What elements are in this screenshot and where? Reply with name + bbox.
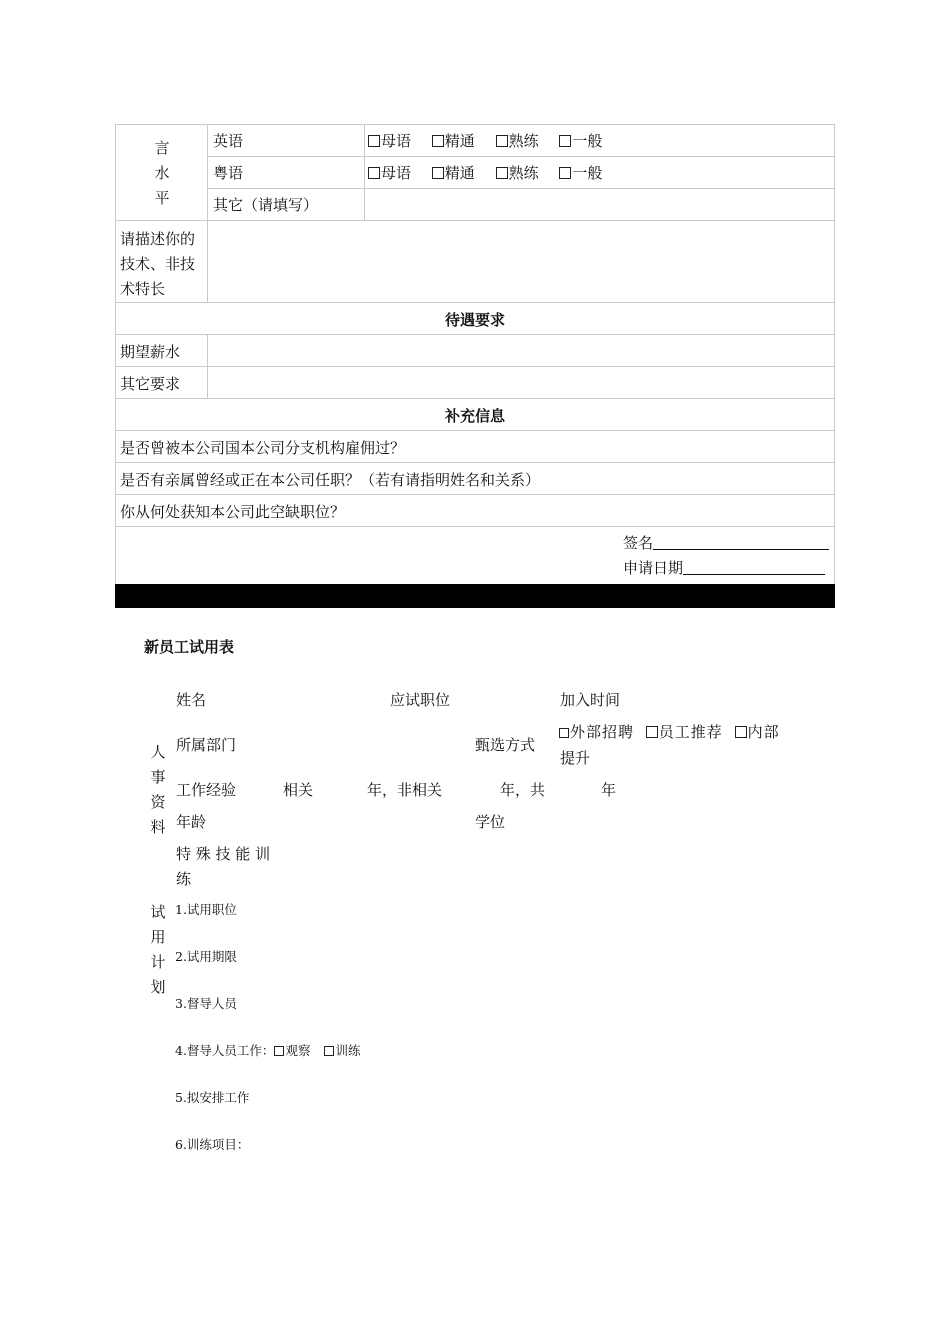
checkbox-proficient[interactable] — [432, 135, 444, 147]
expected-salary-field[interactable] — [209, 336, 832, 364]
plan-item: 2.试用期限 — [175, 949, 237, 964]
supplement-question-1: 是否曾被本公司国本公司分支机构雇佣过？ — [120, 439, 406, 457]
language-other-field[interactable] — [366, 190, 832, 218]
side-char: 事 — [150, 768, 166, 786]
other-requirements-field[interactable] — [209, 368, 832, 396]
side-char: 料 — [150, 818, 166, 836]
side-char: 人 — [150, 743, 166, 761]
expected-salary-label: 期望薪水 — [120, 343, 181, 361]
position-label: 应试职位 — [390, 691, 451, 709]
language-cantonese-options — [368, 163, 602, 183]
option-native: 母语 — [381, 132, 412, 150]
side-char: 试 — [150, 903, 166, 921]
work-experience-label: 工作经验 — [176, 781, 237, 799]
option-basic: 一般 — [572, 164, 603, 182]
application-date-line — [623, 558, 825, 578]
option-fluent: 熟练 — [508, 132, 539, 150]
skills-label-line: 请描述你的 — [120, 230, 196, 248]
plan-item: 5.拟安排工作 — [175, 1090, 250, 1105]
hr-info-side-label — [148, 740, 168, 840]
side-char: 平 — [154, 189, 170, 207]
option-internal-promotion: 内部 — [747, 723, 780, 741]
checkbox-train[interactable] — [324, 1046, 334, 1056]
skills-label — [120, 227, 195, 302]
plan-item: 1.试用职位 — [175, 902, 237, 917]
language-side-label — [152, 136, 172, 211]
option-proficient: 精通 — [444, 132, 475, 150]
application-date-blank[interactable] — [683, 560, 825, 575]
checkbox-fluent[interactable] — [496, 167, 508, 179]
plan-item-supervisor-work — [175, 1041, 360, 1061]
checkbox-internal-promotion[interactable] — [735, 726, 747, 738]
option-fluent: 熟练 — [508, 164, 539, 182]
department-label: 所属部门 — [176, 736, 237, 754]
black-divider-bar — [115, 584, 835, 608]
skills-field[interactable] — [209, 222, 832, 300]
checkbox-observe[interactable] — [274, 1046, 284, 1056]
special-skills-label-line2: 练 — [176, 870, 192, 888]
treatment-section-title: 待遇要求 — [444, 311, 505, 329]
option-train: 训练 — [335, 1043, 361, 1058]
total-label: 年，共 — [500, 781, 546, 799]
other-requirements-label: 其它要求 — [120, 375, 181, 393]
signature-blank[interactable] — [653, 535, 829, 550]
join-time-label: 加入时间 — [560, 691, 621, 709]
selection-method-label: 甄选方式 — [475, 736, 536, 754]
side-char: 言 — [154, 139, 170, 157]
side-char: 水 — [154, 164, 170, 182]
option-native: 母语 — [381, 164, 412, 182]
option-proficient: 精通 — [444, 164, 475, 182]
degree-label: 学位 — [475, 813, 506, 831]
application-date-label: 申请日期 — [623, 559, 684, 577]
checkbox-employee-referral[interactable] — [646, 726, 658, 738]
skills-label-line: 技术、非技 — [120, 255, 196, 273]
age-label: 年龄 — [176, 813, 207, 831]
checkbox-external-recruitment[interactable] — [559, 728, 569, 738]
special-skills-label-line1: 特 殊 技 能 训 — [176, 845, 271, 863]
language-english-label: 英语 — [213, 132, 244, 150]
signature-label: 签名 — [623, 534, 654, 552]
signature-line — [623, 533, 829, 553]
language-other-label: 其它（请填写） — [213, 196, 319, 214]
supplement-question-3: 你从何处获知本公司此空缺职位？ — [120, 503, 346, 521]
option-employee-referral: 员工推荐 — [658, 723, 723, 741]
checkbox-native[interactable] — [368, 135, 380, 147]
option-observe: 观察 — [285, 1043, 311, 1058]
plan-item: 3.督导人员 — [175, 996, 237, 1011]
option-internal-promotion-cont: 提升 — [560, 749, 591, 767]
plan-item: 6.训练项目： — [175, 1137, 250, 1152]
language-cantonese-label: 粤语 — [213, 164, 244, 182]
side-char: 划 — [150, 978, 166, 996]
name-label: 姓名 — [176, 691, 207, 709]
trial-plan-side-label — [148, 900, 168, 1000]
side-char: 用 — [150, 928, 166, 946]
supplement-question-2: 是否有亲属曾经或正在本公司任职？（若有请指明姓名和关系） — [120, 471, 541, 489]
option-basic: 一般 — [572, 132, 603, 150]
probation-form-title: 新员工试用表 — [144, 638, 235, 656]
side-char: 计 — [150, 953, 166, 971]
checkbox-native[interactable] — [368, 167, 380, 179]
checkbox-fluent[interactable] — [496, 135, 508, 147]
checkbox-basic[interactable] — [559, 135, 571, 147]
related-label: 相关 — [283, 781, 314, 799]
selection-options — [559, 722, 780, 742]
side-char: 资 — [150, 793, 166, 811]
plan-item: 4.督导人员工作： — [175, 1043, 275, 1058]
checkbox-basic[interactable] — [559, 167, 571, 179]
unrelated-label: 年，非相关 — [367, 781, 443, 799]
supplement-section-title: 补充信息 — [444, 407, 505, 425]
skills-label-line: 术特长 — [120, 280, 166, 298]
checkbox-proficient[interactable] — [432, 167, 444, 179]
year-label: 年 — [601, 781, 617, 799]
language-english-options — [368, 131, 602, 151]
option-external-recruitment: 外部招聘 — [570, 723, 635, 741]
